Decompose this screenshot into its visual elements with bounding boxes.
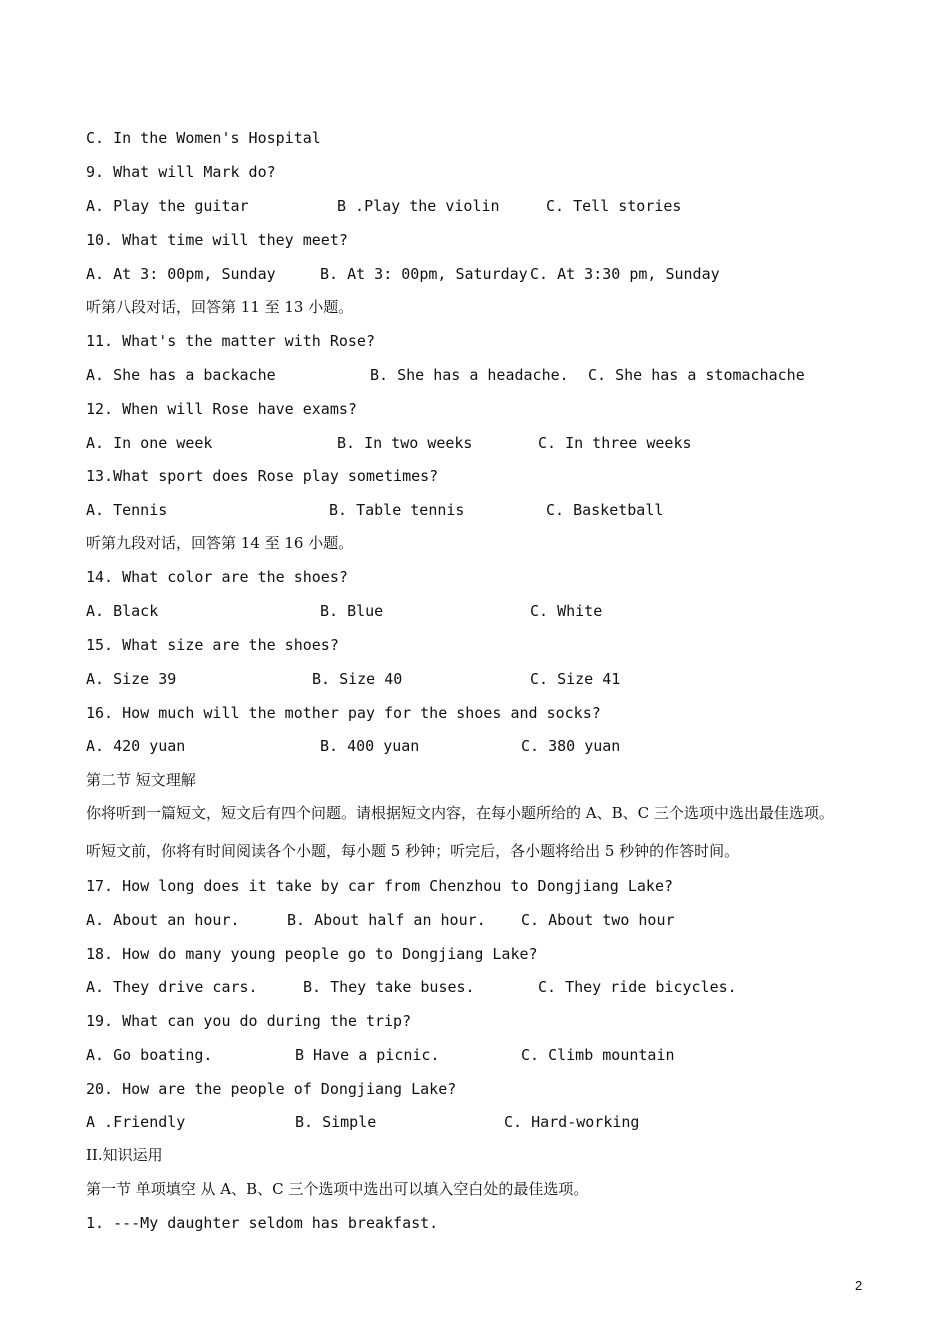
answer-option: B. Simple (295, 1113, 377, 1131)
answer-option: B. At 3: 00pm, Saturday (320, 265, 528, 283)
question-text: 12. When will Rose have exams? (86, 400, 357, 418)
answer-option: B. She has a headache. (370, 366, 569, 384)
answer-option: C. At 3:30 pm, Sunday (530, 265, 720, 283)
answer-option: B .Play the violin (337, 197, 500, 215)
answer-option: A. In one week (86, 434, 213, 452)
answer-option: A. At 3: 00pm, Sunday (86, 265, 276, 283)
answer-option: A. She has a backache (86, 366, 276, 384)
answer-option: B. Size 40 (312, 670, 403, 688)
question-text: 18. How do many young people go to Dongjiang Lake? (86, 945, 538, 963)
answer-option: C. Basketball (546, 501, 664, 519)
answer-option: B. Blue (320, 602, 384, 620)
answer-option: B. 400 yuan (320, 737, 420, 755)
answer-option: B Have a picnic. (295, 1046, 440, 1064)
answer-option: C. White (530, 602, 603, 620)
question-text: 17. How long does it take by car from Chenzhou to Dongjiang Lake? (86, 877, 673, 895)
answer-option: C. About two hour (521, 911, 675, 929)
answer-option: C. Size 41 (530, 670, 621, 688)
section-instruction: 第一节 单项填空 从 A、B、C 三个选项中选出可以填入空白处的最佳选项。 (86, 1180, 589, 1198)
answer-option: B. They take buses. (303, 978, 475, 996)
answer-option: A. Go boating. (86, 1046, 213, 1064)
section-instruction: 第二节 短文理解 (86, 771, 196, 789)
section-instruction: 听第八段对话，回答第 11 至 13 小题。 (86, 298, 354, 316)
question-text: 1. ---My daughter seldom has breakfast. (86, 1214, 439, 1232)
answer-option: A. They drive cars. (86, 978, 258, 996)
answer-option: C. She has a stomachache (588, 366, 805, 384)
answer-option: A .Friendly (86, 1113, 186, 1131)
answer-option: C. In three weeks (538, 434, 692, 452)
question-text: C. In the Women's Hospital (86, 129, 321, 147)
question-text: 9. What will Mark do? (86, 163, 276, 181)
page-number: 2 (855, 1278, 863, 1293)
answer-option: B. In two weeks (337, 434, 473, 452)
answer-option: B. Table tennis (329, 501, 465, 519)
question-text: 15. What size are the shoes? (86, 636, 339, 654)
answer-option: A. Black (86, 602, 159, 620)
answer-option: C. Climb mountain (521, 1046, 675, 1064)
answer-option: A. Tennis (86, 501, 168, 519)
answer-option: A. Size 39 (86, 670, 177, 688)
answer-option: B. About half an hour. (287, 911, 486, 929)
answer-option: C. Tell stories (546, 197, 682, 215)
section-instruction: 听第九段对话，回答第 14 至 16 小题。 (86, 534, 354, 552)
answer-option: C. 380 yuan (521, 737, 621, 755)
question-text: 13.What sport does Rose play sometimes? (86, 467, 439, 485)
answer-option: C. Hard-working (504, 1113, 640, 1131)
section-instruction: II.知识运用 (86, 1146, 163, 1164)
section-instruction: 听短文前，你将有时间阅读各个小题，每小题 5 秒钟；听完后，各小题将给出 5 秒钟的作答时间。 (86, 842, 740, 860)
answer-option: A. About an hour. (86, 911, 240, 929)
question-text: 11. What's the matter with Rose? (86, 332, 375, 350)
question-text: 20. How are the people of Dongjiang Lake? (86, 1080, 457, 1098)
question-text: 19. What can you do during the trip? (86, 1012, 412, 1030)
question-text: 14. What color are the shoes? (86, 568, 348, 586)
answer-option: A. Play the guitar (86, 197, 249, 215)
question-text: 16. How much will the mother pay for the shoes and socks? (86, 704, 601, 722)
answer-option: A. 420 yuan (86, 737, 186, 755)
question-text: 10. What time will they meet? (86, 231, 348, 249)
answer-option: C. They ride bicycles. (538, 978, 737, 996)
section-instruction: 你将听到一篇短文，短文后有四个问题。请根据短文内容，在每小题所给的 A、B、C 三个选项中选出最佳选项。 (86, 804, 834, 822)
